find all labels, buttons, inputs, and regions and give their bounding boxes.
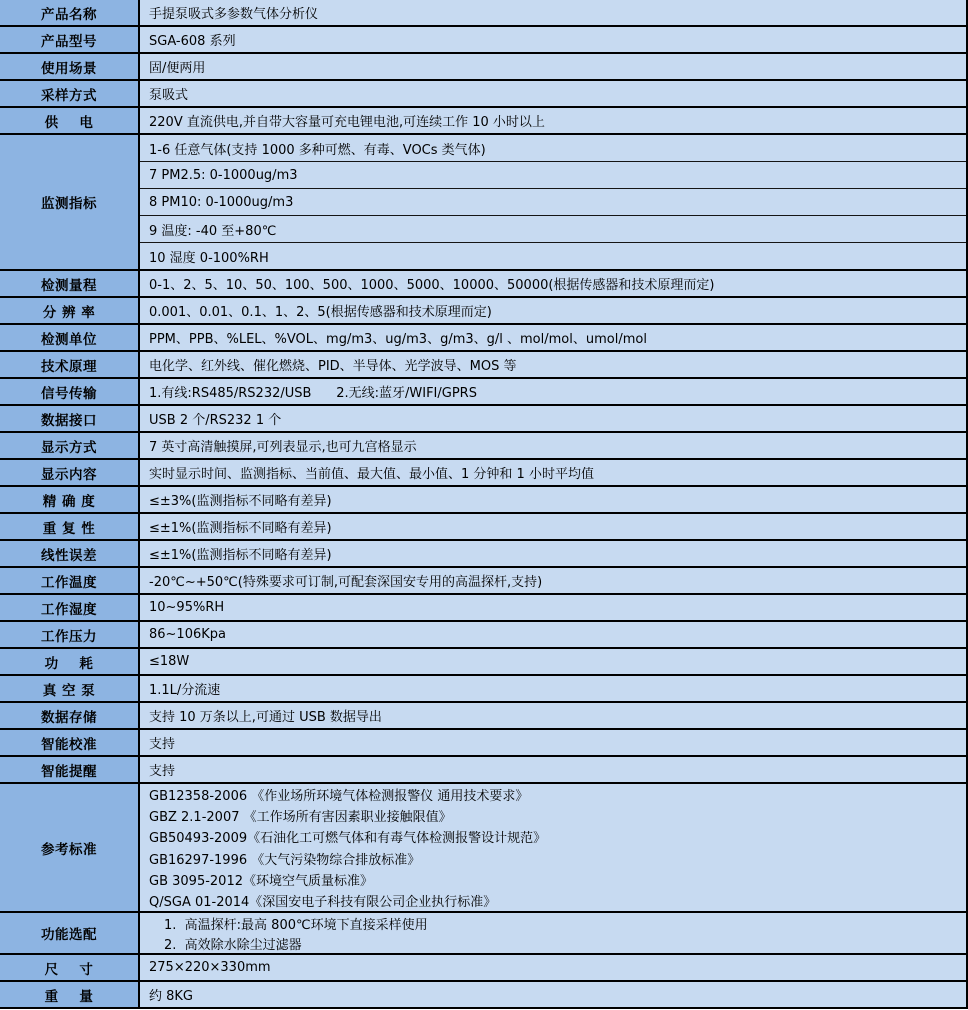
spec-value-line: GBZ 2.1-2007 《工作场所有害因素职业接触限值》	[149, 810, 452, 826]
spec-label: 数据存储	[0, 703, 140, 728]
spec-values	[140, 81, 966, 106]
spec-value-line: 275×220×330mm	[149, 960, 271, 976]
spec-value-line: ≤18W	[149, 654, 190, 669]
spec-label: 功 耗	[0, 649, 140, 674]
spec-value-line: SGA-608 系列	[149, 34, 236, 49]
spec-values	[140, 406, 966, 431]
spec-row	[0, 487, 966, 514]
spec-values	[140, 955, 966, 980]
spec-label: 产品型号	[0, 27, 140, 52]
spec-values	[140, 108, 966, 133]
spec-values	[140, 433, 966, 458]
spec-row	[0, 757, 966, 784]
spec-values	[140, 379, 966, 404]
spec-value-line: 泵吸式	[149, 88, 189, 103]
spec-value-line: ≤±1%(监测指标不同略有差异)	[149, 521, 332, 536]
spec-row	[0, 595, 966, 622]
spec-value-line: GB50493-2009《石油化工可燃气体和有毒气体检测报警设计规范》	[149, 831, 547, 847]
spec-values	[140, 135, 966, 269]
spec-row	[0, 81, 966, 108]
spec-row	[0, 676, 966, 703]
spec-value-line: 220V 直流供电,并自带大容量可充电锂电池,可连续工作 10 小时以上	[149, 115, 545, 130]
spec-values	[140, 352, 966, 377]
spec-values	[140, 298, 966, 323]
spec-value-line: 10 湿度 0-100%RH	[149, 250, 269, 266]
spec-value-line: GB16297-1996 《大气污染物综合排放标准》	[149, 852, 421, 868]
spec-values	[140, 27, 966, 52]
spec-value-line: 9 温度: -40 至+80℃	[140, 216, 966, 243]
spec-values	[140, 913, 966, 953]
spec-values	[140, 541, 966, 566]
spec-values	[140, 271, 966, 296]
spec-row	[0, 271, 966, 298]
spec-label: 数据接口	[0, 406, 140, 431]
spec-label: 智能提醒	[0, 757, 140, 782]
spec-row	[0, 108, 966, 135]
spec-row	[0, 433, 966, 460]
spec-label: 工作湿度	[0, 595, 140, 620]
spec-value-line: -20℃~+50℃(特殊要求可订制,可配套深国安专用的高温探杆,支持)	[149, 575, 543, 590]
spec-row	[0, 514, 966, 541]
spec-value-line: 电化学、红外线、催化燃烧、PID、半导体、光学波导、MOS 等	[149, 359, 517, 374]
spec-values	[140, 0, 966, 25]
spec-row	[0, 784, 966, 913]
spec-label: 工作温度	[0, 568, 140, 593]
spec-row	[0, 27, 966, 54]
spec-value-line: ≤±3%(监测指标不同略有差异)	[149, 494, 332, 509]
spec-values	[140, 730, 966, 755]
spec-value-line: PPM、PPB、%LEL、%VOL、mg/m3、ug/m3、g/m3、g/l 、mol/mol、umol/mol	[149, 332, 647, 347]
spec-value-line: GB 3095-2012《环境空气质量标准》	[149, 873, 373, 889]
spec-row	[0, 541, 966, 568]
spec-values	[140, 649, 966, 674]
spec-label: 显示内容	[0, 460, 140, 485]
spec-value-line: 2. 高效除水除尘过滤器	[164, 937, 302, 953]
spec-value-line: 86~106Kpa	[149, 627, 226, 642]
spec-label: 检测单位	[0, 325, 140, 350]
spec-value-line: 1.1L/分流速	[149, 683, 221, 698]
spec-values	[140, 460, 966, 485]
spec-value-line: 支持	[149, 737, 176, 752]
spec-label: 采样方式	[0, 81, 140, 106]
spec-label: 尺 寸	[0, 955, 140, 980]
spec-values	[140, 595, 966, 620]
spec-row	[0, 730, 966, 757]
spec-row	[0, 406, 966, 433]
spec-row	[0, 622, 966, 649]
spec-value-line: 7 英寸高清触摸屏,可列表显示,也可九宫格显示	[149, 440, 417, 455]
spec-value-line: 0-1、2、5、10、50、100、500、1000、5000、10000、50000(根据传感器和技术原理而定)	[149, 278, 715, 293]
spec-label: 参考标准	[0, 784, 140, 911]
spec-value-line: 1.有线:RS485/RS232/USB 2.无线:蓝牙/WIFI/GPRS	[149, 386, 477, 401]
spec-value-line: 0.001、0.01、0.1、1、2、5(根据传感器和技术原理而定)	[149, 305, 492, 320]
spec-row	[0, 54, 966, 81]
spec-values	[140, 325, 966, 350]
spec-values	[140, 982, 966, 1007]
spec-value-line: 1. 高温探杆:最高 800℃环境下直接采样使用	[164, 917, 428, 933]
spec-label: 线性误差	[0, 541, 140, 566]
spec-label: 供 电	[0, 108, 140, 133]
spec-row	[0, 379, 966, 406]
spec-label: 信号传输	[0, 379, 140, 404]
spec-row	[0, 0, 966, 27]
spec-row	[0, 298, 966, 325]
spec-row	[0, 352, 966, 379]
spec-label: 精 确 度	[0, 487, 140, 512]
spec-row	[0, 460, 966, 487]
spec-label: 监测指标	[0, 135, 140, 269]
spec-value-line: GB12358-2006 《作业场所环境气体检测报警仪 通用技术要求》	[149, 789, 529, 805]
spec-value-line: ≤±1%(监测指标不同略有差异)	[149, 548, 332, 563]
spec-value-line: 约 8KG	[149, 989, 194, 1005]
spec-row	[0, 325, 966, 352]
spec-label: 产品名称	[0, 0, 140, 25]
spec-value-line: 10~95%RH	[149, 600, 225, 615]
spec-label: 重 复 性	[0, 514, 140, 539]
spec-value-line: 支持	[149, 764, 176, 779]
spec-value-line: 实时显示时间、监测指标、当前值、最大值、最小值、1 分钟和 1 小时平均值	[149, 467, 594, 482]
spec-label: 分 辨 率	[0, 298, 140, 323]
spec-values	[140, 622, 966, 647]
spec-label: 检测量程	[0, 271, 140, 296]
spec-row	[0, 135, 966, 271]
spec-label: 显示方式	[0, 433, 140, 458]
spec-values	[140, 514, 966, 539]
spec-label: 使用场景	[0, 54, 140, 79]
spec-label: 真 空 泵	[0, 676, 140, 701]
spec-row	[0, 649, 966, 676]
spec-value-line: 固/便两用	[149, 61, 206, 76]
spec-values	[140, 757, 966, 782]
spec-value-line: 1-6 任意气体(支持 1000 多种可燃、有毒、VOCs 类气体)	[140, 135, 966, 162]
spec-value-line: 支持 10 万条以上,可通过 USB 数据导出	[149, 710, 382, 725]
spec-row	[0, 913, 966, 955]
spec-label: 技术原理	[0, 352, 140, 377]
spec-row	[0, 982, 966, 1009]
spec-value-line: 手提泵吸式多参数气体分析仪	[149, 7, 319, 22]
spec-value-line: Q/SGA 01-2014《深国安电子科技有限公司企业执行标准》	[149, 895, 497, 911]
spec-row	[0, 703, 966, 730]
spec-row	[0, 568, 966, 595]
spec-row	[0, 955, 966, 982]
spec-value-line: 7 PM2.5: 0-1000ug/m3	[140, 162, 966, 189]
spec-values	[140, 487, 966, 512]
spec-label: 工作压力	[0, 622, 140, 647]
spec-value-line: USB 2 个/RS232 1 个	[149, 413, 282, 428]
spec-label: 智能校准	[0, 730, 140, 755]
spec-values	[140, 568, 966, 593]
spec-values	[140, 703, 966, 728]
spec-label: 功能选配	[0, 913, 140, 953]
spec-label: 重 量	[0, 982, 140, 1007]
spec-values	[140, 54, 966, 79]
spec-values	[140, 676, 966, 701]
spec-values	[140, 784, 966, 911]
spec-value-line: 8 PM10: 0-1000ug/m3	[140, 189, 966, 216]
